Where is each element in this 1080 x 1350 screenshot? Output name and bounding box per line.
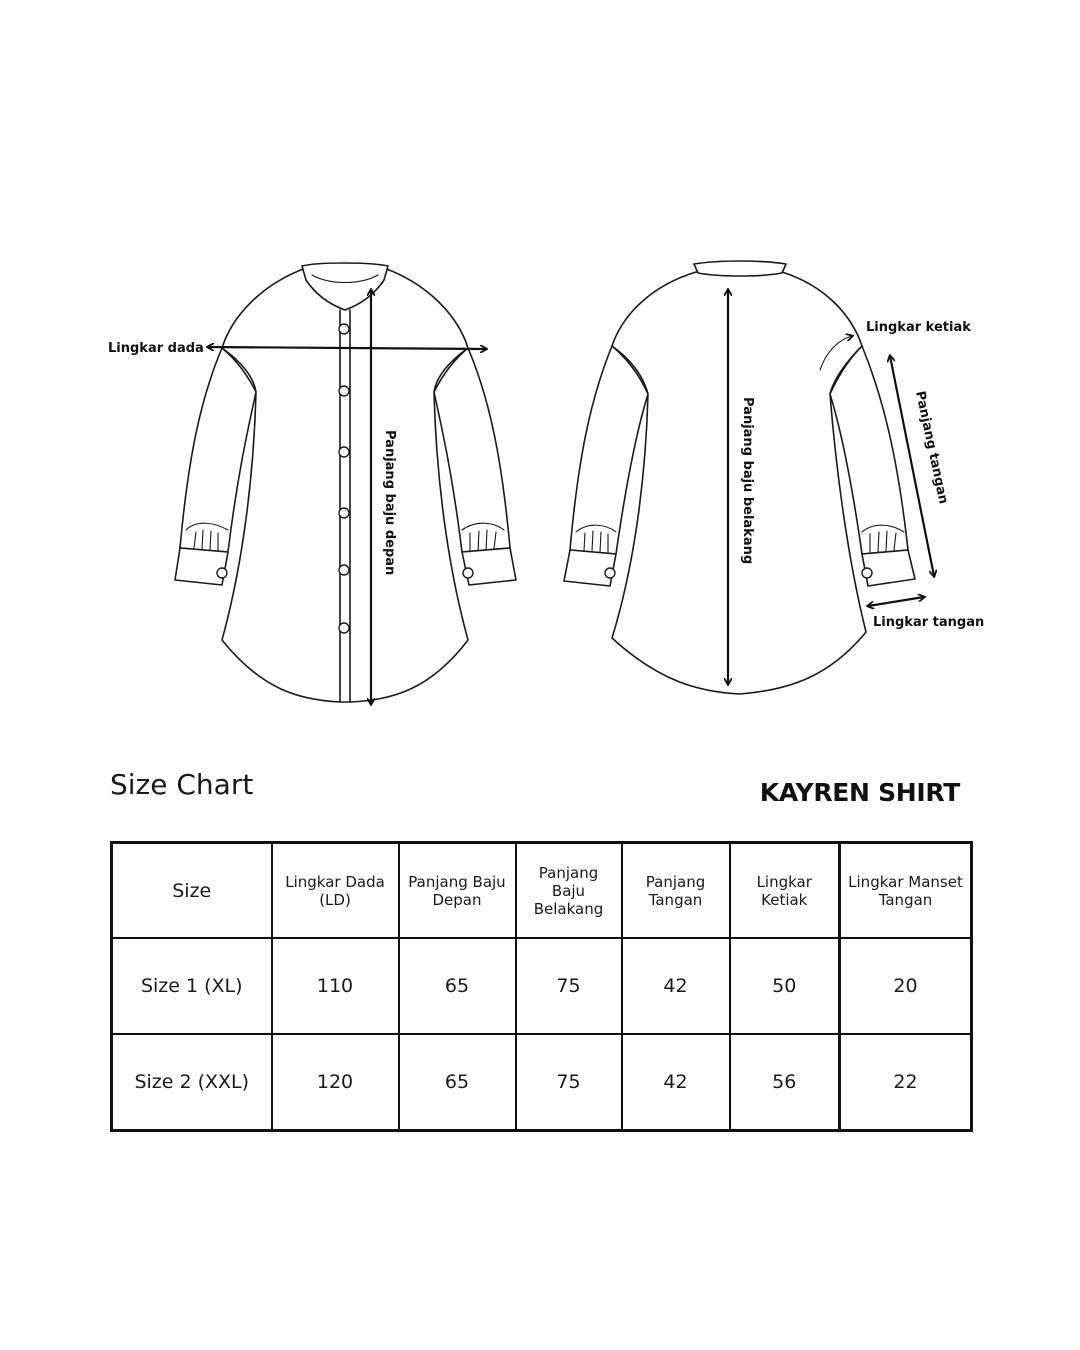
column-header: Panjang Baju Belakang [516,843,622,939]
table-cell: 42 [622,1034,730,1131]
label-sleeve-length: Panjang tangan [912,389,951,506]
table-cell: Size 2 (XXL) [112,1034,272,1131]
table-cell: 20 [840,938,972,1034]
table-cell: 65 [399,1034,516,1131]
cuff-arrow [868,597,924,606]
column-header: Lingkar Ketiak [730,843,840,939]
table-cell: 50 [730,938,840,1034]
column-header: Panjang Tangan [622,843,730,939]
table-row [112,938,972,1034]
label-cuff: Lingkar tangan [873,615,985,630]
table-row [112,1034,972,1131]
product-name: KAYREN SHIRT [759,778,960,807]
front-shirt-illustration [175,263,516,702]
table-cell: 120 [272,1034,399,1131]
back-shirt-illustration [564,261,915,694]
label-armhole: Lingkar ketiak [866,320,971,335]
table-cell: 56 [730,1034,840,1131]
table-cell: 22 [840,1034,972,1131]
table-header-row [112,843,972,939]
column-header: Lingkar Dada (LD) [272,843,399,939]
table-cell: 75 [516,938,622,1034]
table-cell: Size 1 (XL) [112,938,272,1034]
table-cell: 65 [399,938,516,1034]
size-chart-title: Size Chart [110,768,254,801]
table-cell: 110 [272,938,399,1034]
column-header: Panjang Baju Depan [399,843,516,939]
size-table [110,841,973,1132]
label-chest: Lingkar dada [108,341,204,356]
table-cell: 42 [622,938,730,1034]
column-header: Lingkar Manset Tangan [840,843,972,939]
label-back-length: Panjang baju belakang [740,397,755,565]
table-cell: 75 [516,1034,622,1131]
label-front-length: Panjang baju depan [382,430,397,576]
column-header: Size [112,843,272,939]
